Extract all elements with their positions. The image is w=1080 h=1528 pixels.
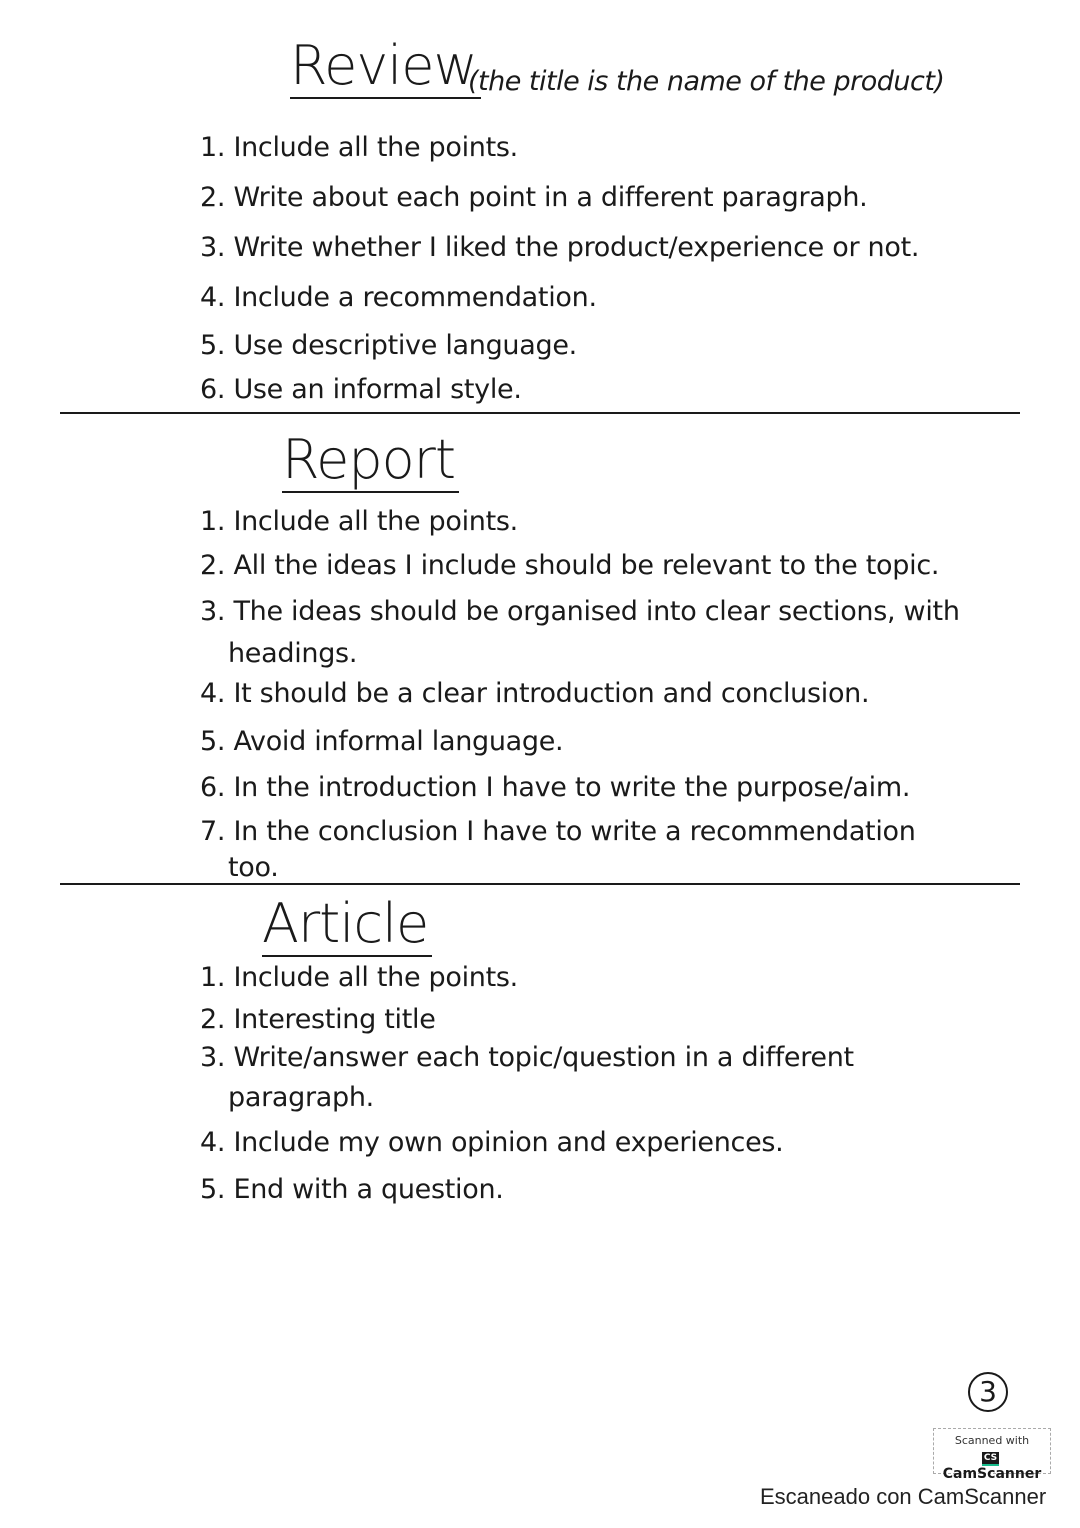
report-item: 2. All the ideas I include should be relevant to the topic. [200, 550, 940, 581]
divider [60, 883, 1020, 885]
article-title: Article [262, 896, 432, 957]
report-item-continued: headings. [228, 638, 358, 669]
page-number: 3 [968, 1372, 1008, 1412]
camscanner-logo-icon: CS [982, 1452, 999, 1466]
report-item: 3. The ideas should be organised into clear sections, with [200, 596, 960, 627]
review-item: 4. Include a recommendation. [200, 282, 597, 313]
report-item: 5. Avoid informal language. [200, 726, 564, 757]
article-item: 3. Write/answer each topic/question in a different [200, 1042, 854, 1073]
report-item: 4. It should be a clear introduction and conclusion. [200, 678, 870, 709]
review-item: 1. Include all the points. [200, 132, 518, 163]
article-item: 5. End with a question. [200, 1174, 504, 1205]
report-item: 1. Include all the points. [200, 506, 518, 537]
article-item: 2. Interesting title [200, 1004, 436, 1035]
badge-brand: CamScanner [942, 1466, 1042, 1482]
review-item: 2. Write about each point in a different paragraph. [200, 182, 868, 213]
report-title: Report [282, 432, 459, 493]
review-title: Review [290, 38, 481, 99]
review-item: 5. Use descriptive language. [200, 330, 577, 361]
camscanner-badge [933, 1428, 1051, 1482]
review-item: 6. Use an informal style. [200, 374, 522, 405]
report-item-continued: too. [228, 852, 279, 883]
review-note: (the title is the name of the product) [468, 66, 945, 97]
article-item-continued: paragraph. [228, 1082, 374, 1113]
footer-text: Escaneado con CamScanner [760, 1484, 1047, 1509]
article-item: 4. Include my own opinion and experiences. [200, 1127, 784, 1158]
report-item: 6. In the introduction I have to write the purpose/aim. [200, 772, 911, 803]
article-item: 1. Include all the points. [200, 962, 518, 993]
badge-caption: Scanned with [954, 1434, 1030, 1447]
report-item: 7. In the conclusion I have to write a recommendation [200, 816, 916, 847]
divider [60, 412, 1020, 414]
review-item: 3. Write whether I liked the product/experience or not. [200, 232, 920, 263]
